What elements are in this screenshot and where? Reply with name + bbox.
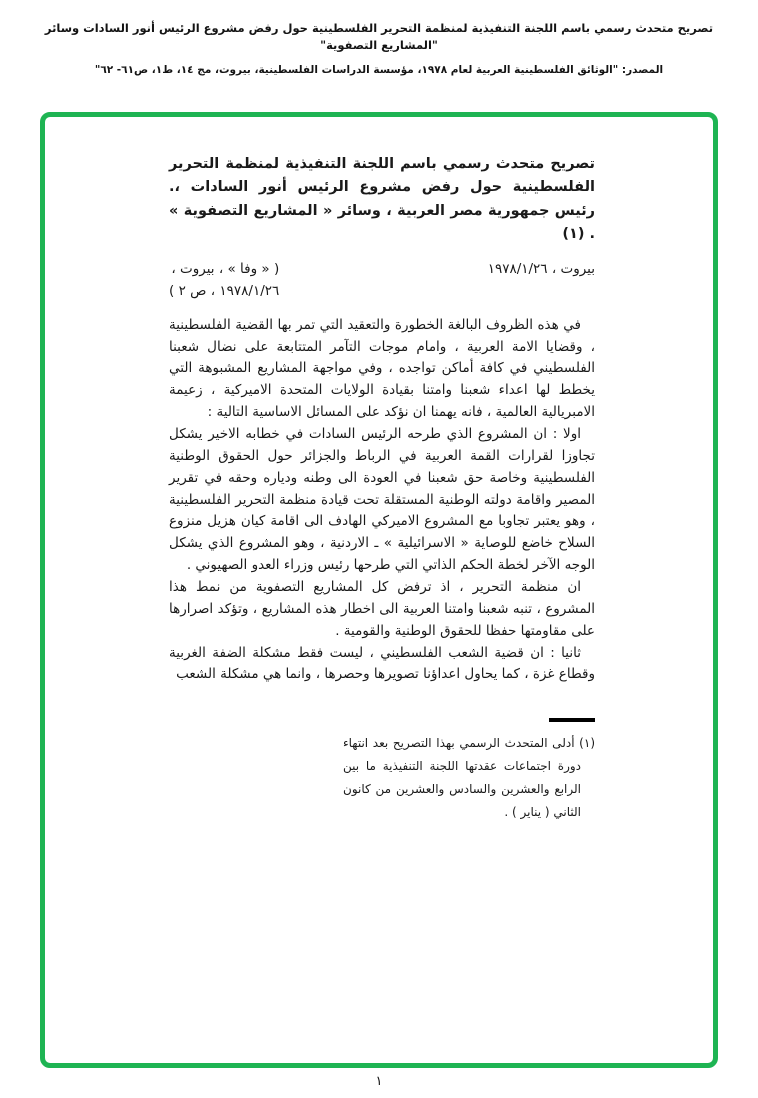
paragraph-intro: في هذه الظروف البالغة الخطورة والتعقيد التي تمر بها القضية الفلسطينية ، وقضايا الامة العربية ، وامام موجات التآمر المتتابعة على نضال شعبنا الفلسطيني في كافة أماكن تواجده ، وفي مواجهة المشاريع المشبوهة التي يخطط لها اعداء شعبنا وامتنا بقيادة الولايات المتحدة الاميركية ، زعيمة الامبريالية العالمية ، فانه يهمنا ان نؤكد على المسائل الاساسية التالية : — [169, 316, 595, 421]
dateline — [169, 259, 595, 303]
dateline-source-line1: ( « وفا » ، بيروت ، — [171, 260, 280, 277]
page-number: ١ — [375, 1074, 383, 1089]
dateline-source-ref — [169, 259, 279, 303]
caption-source: المصدر: "الوثائق الفلسطينية العربية لعام ١٩٧٨، مؤسسة الدراسات الفلسطينية، بيروت، مج ١٤، ط١، ص٦١- ٦٢" — [94, 63, 664, 76]
dateline-source-line2: ١٩٧٨/١/٢٦ ، ص ٢ ) — [169, 282, 280, 299]
paragraph-second-point: ثانيا : ان قضية الشعب الفلسطيني ، ليست فقط مشكلة الضفة الغربية وقطاع غزة ، كما يحاول اعداؤنا تصويرها وحصرها ، وانما هي مشكلة الشعب — [169, 644, 595, 683]
caption-title: تصريح متحدث رسمي باسم اللجنة التنفيذية لمنظمة التحرير الفلسطينية حول رفض مشروع الرئيس أنور السادات وسائر "المشاريع التصفوية" — [44, 21, 714, 53]
paragraph-plo-position: ان منظمة التحرير ، اذ ترفض كل المشاريع التصفوية من نمط هذا المشروع ، تنبه شعبنا وامتنا العربية الى اخطار هذه المشاريع ، وتؤكد اصرارها على مقاومتها حفظا للحقوق الوطنية والقومية . — [169, 578, 595, 639]
top-caption — [0, 20, 758, 78]
document-scan-frame — [40, 112, 718, 1068]
footnote-separator-rule — [549, 718, 595, 722]
paragraph-first-point: اولا : ان المشروع الذي طرحه الرئيس السادات في خطابه الاخير يشكل تجاوزا لقرارات القمة العربية في الرباط والجزائر حول الحقوق الوطنية الفلسطينية وخاصة حق شعبنا في العودة الى وطنه ودياره وحقه في تقرير المصير واقامة دولته الوطنية المستقلة تحت قيادة منظمة التحرير الفلسطينية ، وهو يعتبر تجاوبا مع المشروع الاميركي الهادف الى اقامة كيان هزيل منزوع السلاح خاضع للوصاية « الاسرائيلية » ـ الاردنية ، وهو المشروع الذي يشكل الوجه الآخر لخطة الحكم الذاتي التي طرحها رئيس وزراء العدو الصهيوني . — [169, 425, 595, 574]
footnote-text: (١) أدلى المتحدث الرسمي بهذا التصريح بعد انتهاء دورة اجتماعات عقدتها اللجنة التنفيذية ما بين الرابع والعشرين والسادس والعشرين من كانون الثاني ( يناير ) . — [343, 736, 595, 819]
dateline-place-date: بيروت ، ١٩٧٨/١/٢٦ — [487, 260, 595, 277]
document-title: تصريح متحدث رسمي باسم اللجنة التنفيذية لمنظمة التحرير الفلسطينية حول رفض مشروع الرئيس أنور السادات ،. رئيس جمهورية مصر العربية ، وسائر « المشاريع التصفوية » . (١) — [169, 156, 595, 243]
footnote-block — [169, 718, 595, 823]
document-body — [45, 117, 713, 823]
